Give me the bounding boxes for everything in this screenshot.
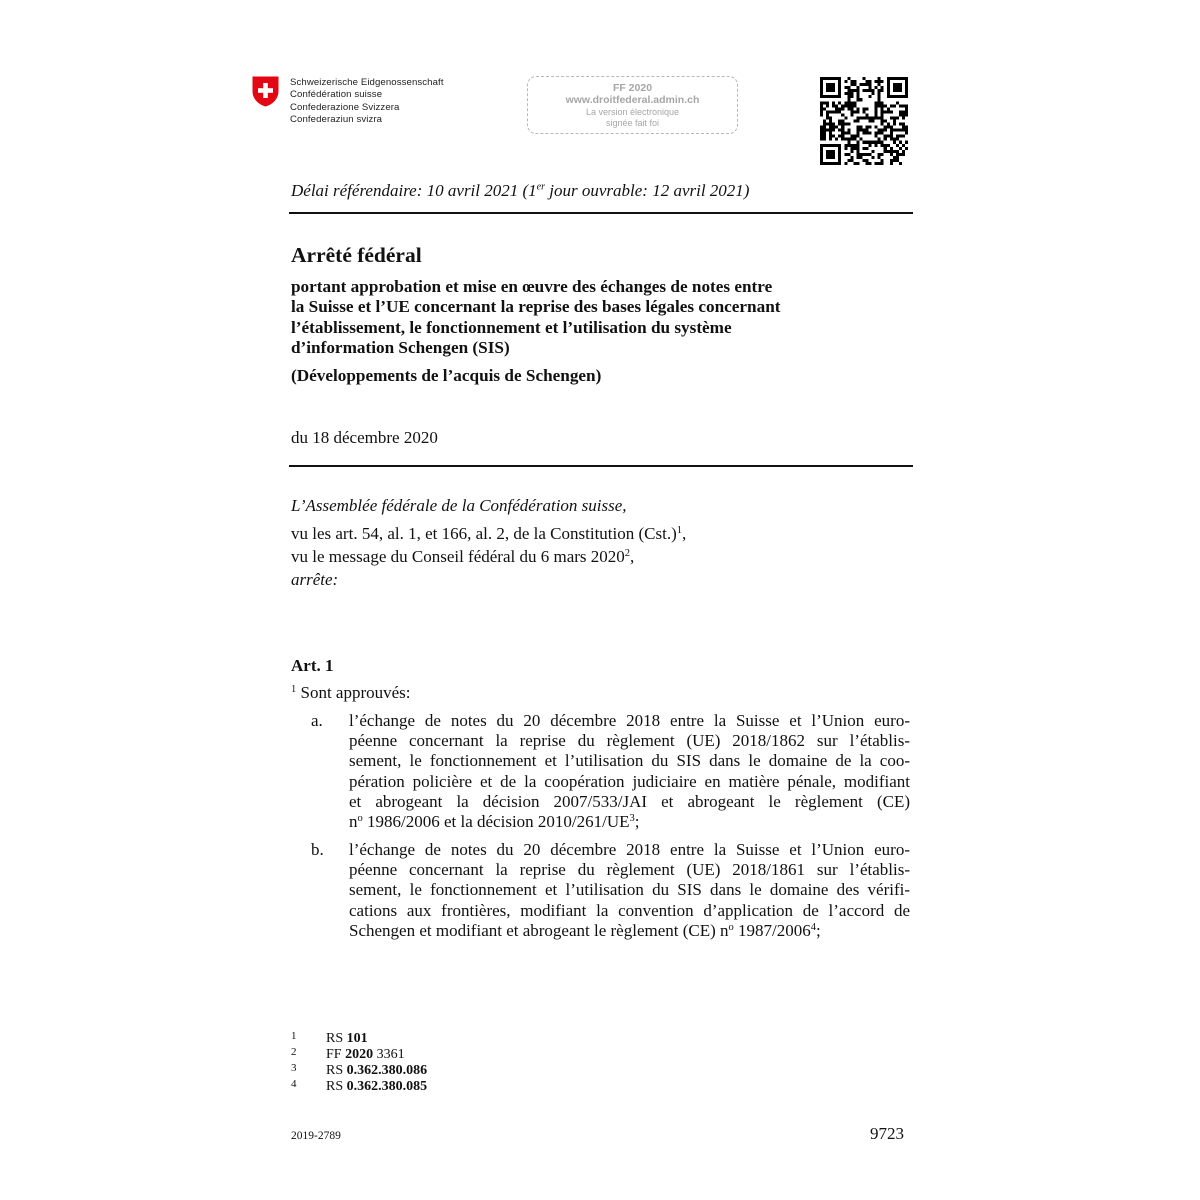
item-line: l’échange de notes du 20 décembre 2018 entre la Suisse et l’Union euro- bbox=[349, 711, 910, 730]
message-reference bbox=[291, 547, 634, 567]
punctuation: , bbox=[682, 524, 687, 543]
footnote-2 bbox=[326, 1047, 405, 1063]
footnote-number: 4 bbox=[291, 1078, 297, 1090]
item-line-text: Schengen et modifiant et abrogeant le règlement (CE) n bbox=[349, 920, 729, 940]
confederation-name-de: Schweizerische Eidgenossenschaft bbox=[290, 77, 444, 88]
swiss-coat-of-arms-icon bbox=[252, 76, 279, 107]
numero-superscript: o bbox=[357, 813, 363, 825]
item-line bbox=[349, 921, 910, 941]
footnote-reference: 0.362.380.085 bbox=[346, 1079, 428, 1094]
item-line: sement, le fonctionnement et l’utilisation du SIS dans le domaine de la coo- bbox=[349, 751, 910, 771]
item-line-text: 1987/2006 bbox=[733, 920, 811, 940]
paragraph-number: 1 bbox=[291, 684, 297, 695]
footnote-3 bbox=[326, 1063, 427, 1079]
item-letter: a. bbox=[311, 711, 323, 730]
footnote-1 bbox=[326, 1031, 368, 1047]
article-heading: Art. 1 bbox=[291, 656, 334, 675]
qr-code-icon bbox=[820, 77, 908, 165]
footnote-ref-4[interactable]: 4 bbox=[810, 921, 817, 933]
footnote-suffix: 3361 bbox=[373, 1047, 405, 1062]
deadline-superscript: er bbox=[536, 181, 546, 193]
item-line-text: 1986/2006 et la décision 2010/261/UE bbox=[362, 812, 630, 832]
subtitle bbox=[291, 277, 911, 358]
item-line-text: n bbox=[349, 812, 358, 832]
footnote-ref-3[interactable]: 3 bbox=[629, 813, 635, 825]
item-line: cations aux frontières, modifiant la convention d’application de l’accord de bbox=[349, 900, 910, 920]
referendum-deadline bbox=[291, 181, 749, 201]
subtitle-line: la Suisse et l’UE concernant la reprise des bases légales concernant bbox=[291, 297, 781, 317]
item-line: péenne concernant la reprise du règlement (UE) 2018/1861 sur l’établis- bbox=[349, 860, 910, 880]
list-item-b bbox=[349, 840, 910, 941]
assembly-line: L’Assemblée fédérale de la Confédération suisse, bbox=[291, 496, 627, 515]
numero-superscript: o bbox=[728, 921, 734, 933]
header-divider bbox=[289, 212, 913, 214]
footnote-prefix: RS bbox=[326, 1063, 347, 1078]
subtitle-line: portant approbation et mise en œuvre des échanges de notes entre bbox=[291, 277, 773, 296]
title-divider bbox=[289, 465, 913, 467]
electronic-signature-stamp bbox=[527, 76, 738, 134]
constitution-reference-text: vu les art. 54, al. 1, et 166, al. 2, de la Constitution (Cst.) bbox=[291, 524, 677, 543]
document-number: 2019-2789 bbox=[291, 1130, 341, 1142]
punctuation: ; bbox=[816, 920, 821, 940]
subtitle-line: d’information Schengen (SIS) bbox=[291, 337, 510, 357]
stamp-note-2: signée fait foi bbox=[605, 118, 660, 128]
footnote-4 bbox=[326, 1079, 427, 1095]
item-line: l’échange de notes du 20 décembre 2018 entre la Suisse et l’Union euro- bbox=[349, 840, 910, 859]
page-title: Arrêté fédéral bbox=[291, 243, 422, 267]
page-number: 9723 bbox=[870, 1124, 904, 1143]
paragraph-text: Sont approuvés: bbox=[296, 683, 411, 702]
footnote-number: 2 bbox=[291, 1046, 297, 1058]
decree-date: du 18 décembre 2020 bbox=[291, 428, 438, 447]
footnote-ref-1[interactable]: 1 bbox=[676, 525, 683, 536]
footnote-number: 3 bbox=[291, 1062, 297, 1074]
constitution-reference bbox=[291, 524, 686, 544]
item-letter: b. bbox=[311, 840, 324, 859]
stamp-publication: FF 2020 bbox=[612, 82, 653, 94]
message-reference-text: vu le message du Conseil fédéral du 6 mars 2020 bbox=[291, 547, 625, 566]
footnote-reference: 0.362.380.086 bbox=[346, 1063, 428, 1078]
list-item-a bbox=[349, 711, 910, 832]
arrete-line: arrête: bbox=[291, 570, 339, 589]
item-line: péenne concernant la reprise du règlement (UE) 2018/1862 sur l’établis- bbox=[349, 731, 910, 751]
deadline-text: Délai référendaire: 10 avril 2021 (1 bbox=[291, 181, 537, 200]
item-line: sement, le fonctionnement et l’utilisation du SIS dans le domaine des vérifi- bbox=[349, 880, 910, 900]
footnote-prefix: RS bbox=[326, 1031, 347, 1046]
stamp-website: www.droitfederal.admin.ch bbox=[565, 94, 700, 106]
punctuation: , bbox=[630, 547, 635, 566]
footnote-reference: 2020 bbox=[345, 1047, 374, 1062]
confederation-name-rm: Confederaziun svizra bbox=[290, 113, 383, 125]
confederation-name-it: Confederazione Svizzera bbox=[290, 101, 400, 113]
footnote-prefix: FF bbox=[326, 1047, 346, 1062]
item-line: et abrogeant la décision 2007/533/JAI et abrogeant le règlement (CE) bbox=[349, 791, 910, 811]
confederation-name-fr: Confédération suisse bbox=[290, 89, 383, 101]
footnote-prefix: RS bbox=[326, 1079, 347, 1094]
subtitle-line: l’établissement, le fonctionnement et l’utilisation du système bbox=[291, 317, 732, 337]
article-paragraph-1 bbox=[291, 683, 411, 703]
item-line bbox=[349, 812, 910, 832]
schengen-subtitle: (Développements de l’acquis de Schengen) bbox=[291, 366, 602, 385]
item-line: pération policière et de la coopération judiciaire en matière pénale, modifiant bbox=[349, 771, 910, 791]
footnote-number: 1 bbox=[291, 1030, 297, 1042]
footnote-ref-2[interactable]: 2 bbox=[624, 548, 631, 559]
stamp-note-1: La version électronique bbox=[585, 107, 680, 117]
deadline-text-tail: jour ouvrable: 12 avril 2021) bbox=[545, 181, 750, 200]
footnote-reference: 101 bbox=[346, 1031, 368, 1046]
punctuation: ; bbox=[634, 812, 640, 832]
confederation-names bbox=[290, 77, 444, 126]
